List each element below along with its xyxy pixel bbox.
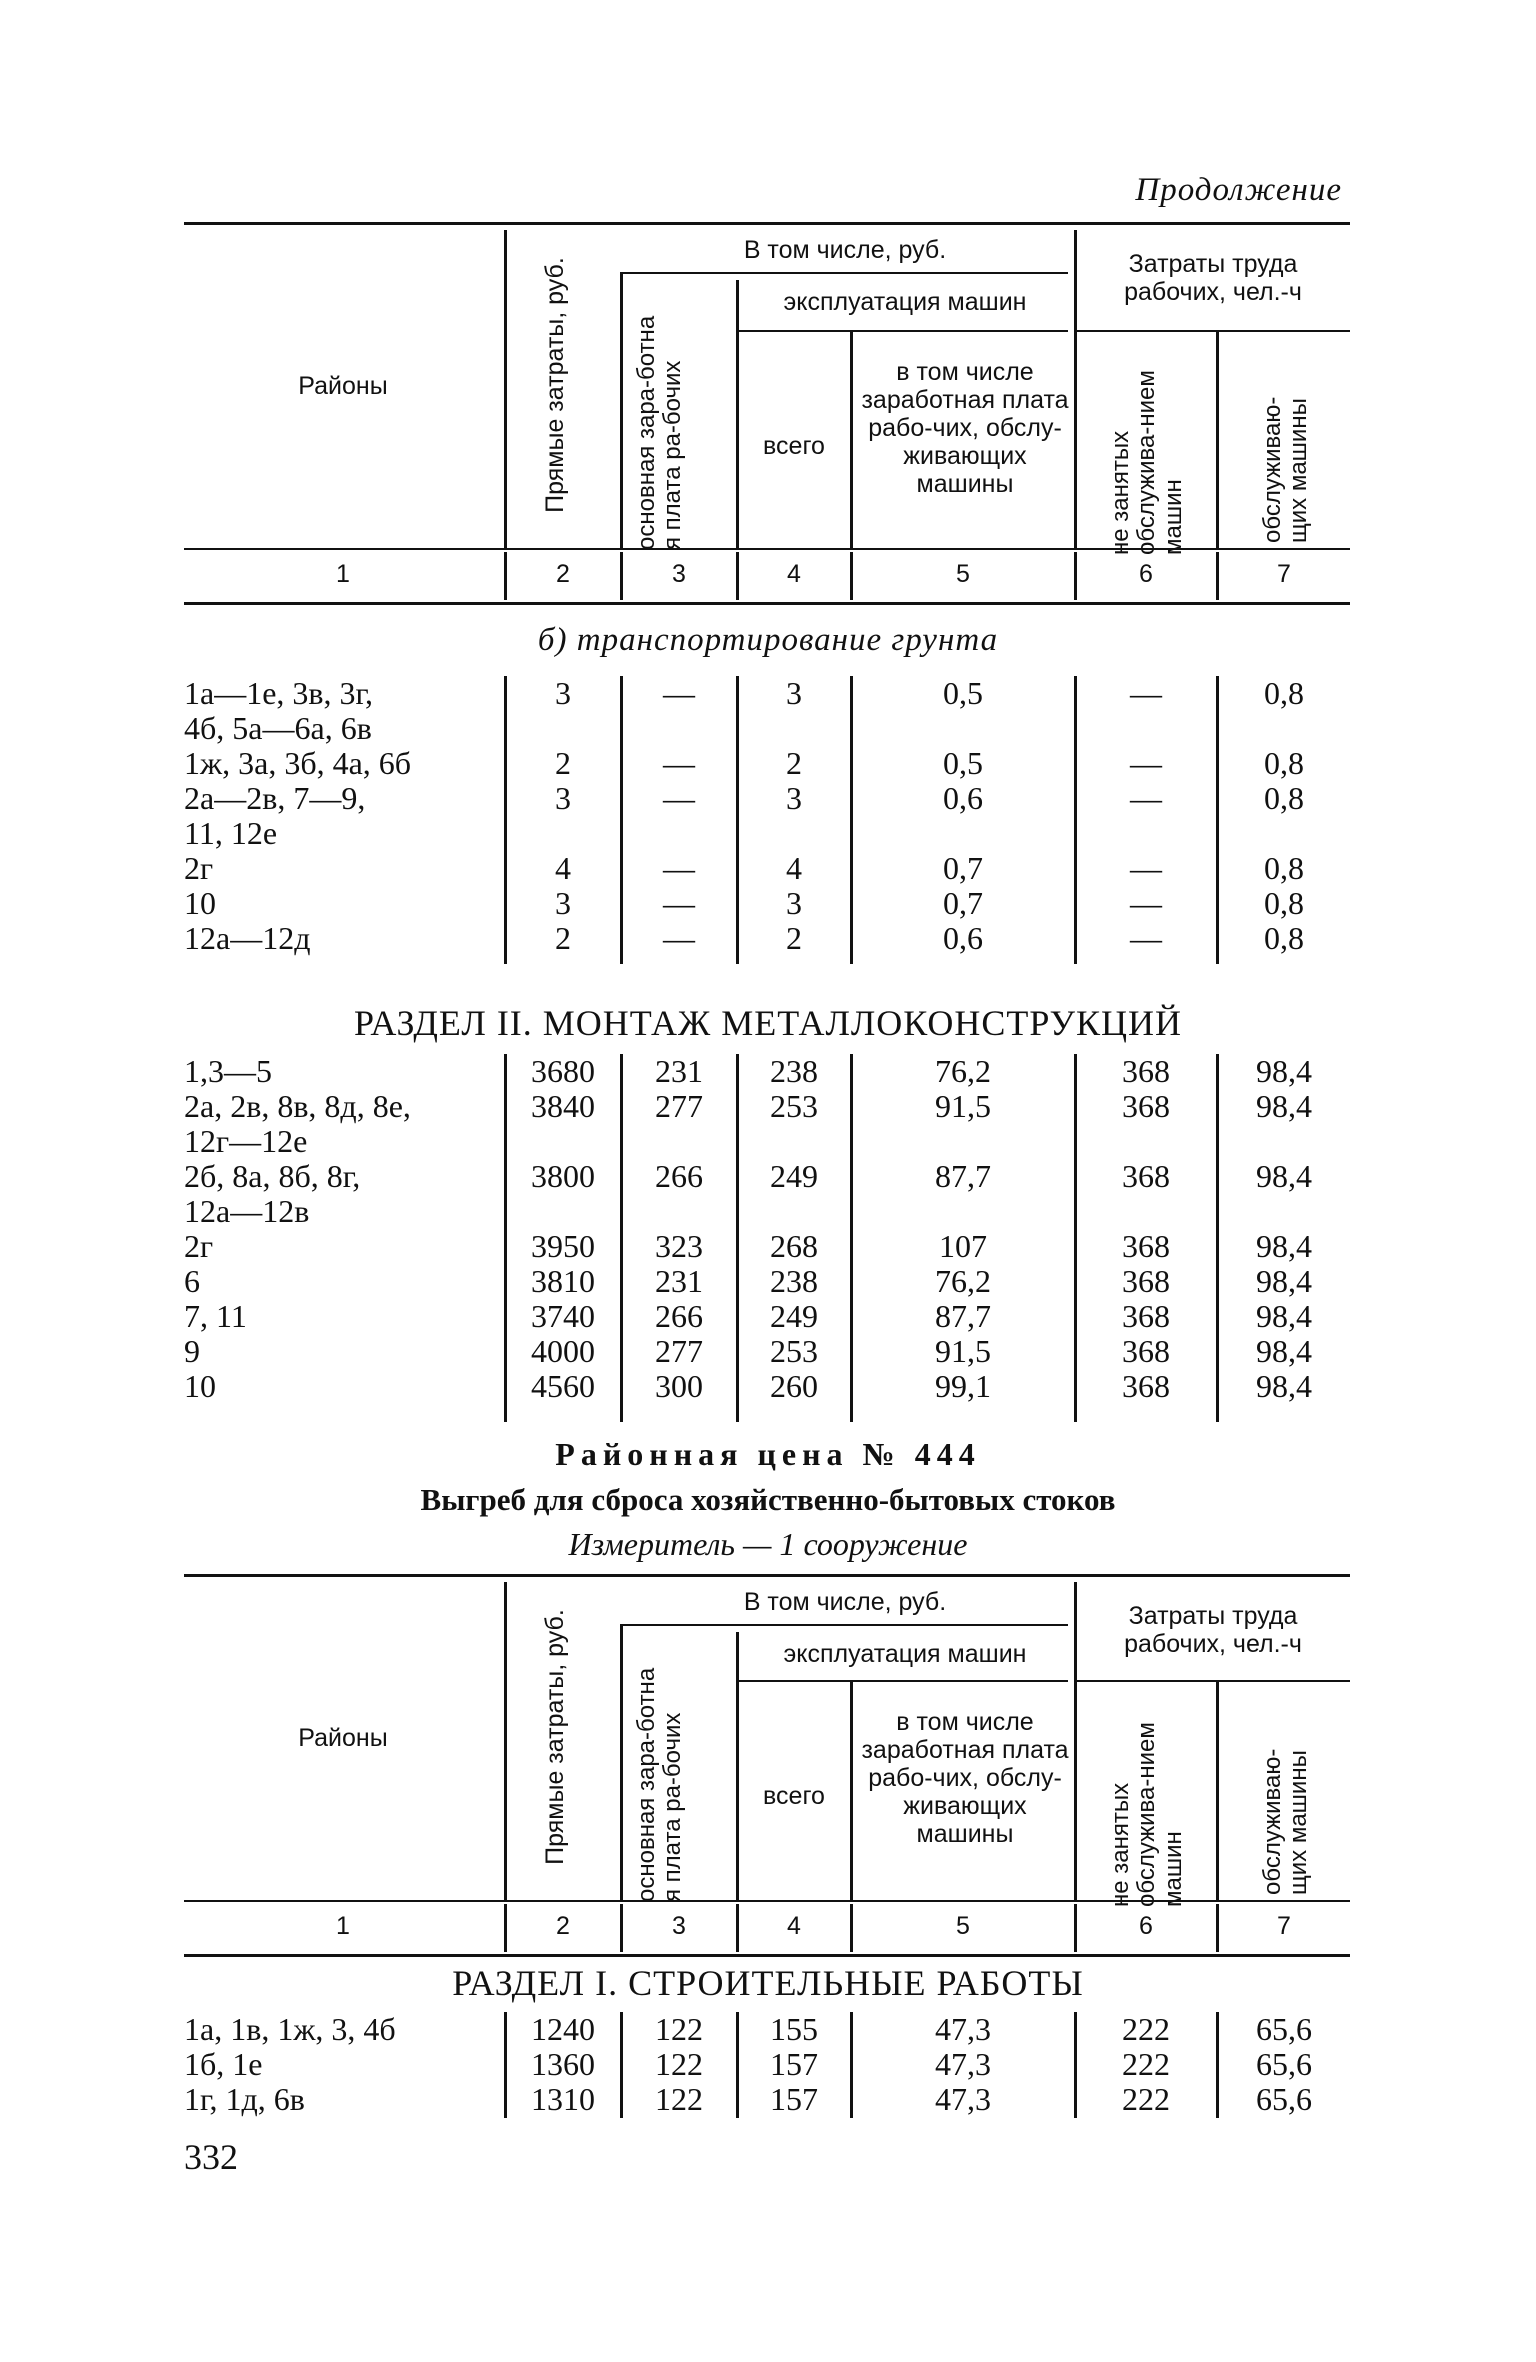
cell-c4: 4 [786, 850, 802, 886]
continuation-label: Продолжение [1135, 172, 1342, 208]
region-cell: 7, 11 [184, 1298, 247, 1334]
cell-c2: 3740 [531, 1298, 595, 1334]
cell-c6: 368 [1122, 1053, 1170, 1089]
cell-c6: — [1130, 675, 1162, 711]
colnum-4: 4 [787, 560, 801, 588]
header-including: В том числе, руб. [743, 236, 947, 264]
cell-c3: — [663, 745, 695, 781]
region-cell: 2б, 8а, 8б, 8г, 12а—12в [184, 1158, 361, 1229]
cell-c4: 253 [770, 1333, 818, 1369]
header-labor: Затраты труда рабочих, чел.-ч [1124, 1602, 1302, 1658]
cell-c7: 98,4 [1256, 1228, 1312, 1264]
cell-c4: 3 [786, 780, 802, 816]
cell-c3: 323 [655, 1228, 703, 1264]
cell-c5: 47,3 [935, 2081, 991, 2117]
cell-c2: 3950 [531, 1228, 595, 1264]
cell-c5: 0,7 [943, 885, 983, 921]
cell-c2: 4 [555, 850, 571, 886]
cell-c5: 107 [939, 1228, 987, 1264]
cell-c7: 65,6 [1256, 2011, 1312, 2047]
cell-c6: 368 [1122, 1368, 1170, 1404]
cell-c3: 122 [655, 2046, 703, 2082]
cell-c4: 155 [770, 2011, 818, 2047]
region-cell: 2а, 2в, 8в, 8д, 8е, 12г—12е [184, 1088, 411, 1159]
colnum-1: 1 [336, 1912, 350, 1940]
header-total: всего [763, 1782, 825, 1810]
cell-c7: 65,6 [1256, 2046, 1312, 2082]
cell-c4: 249 [770, 1158, 818, 1194]
cell-c5: 0,7 [943, 850, 983, 886]
cell-c6: — [1130, 920, 1162, 956]
cell-c3: — [663, 885, 695, 921]
cell-c4: 3 [786, 885, 802, 921]
cell-c6: — [1130, 850, 1162, 886]
cell-c7: 0,8 [1264, 885, 1304, 921]
cell-c7: 98,4 [1256, 1088, 1312, 1124]
section-title-1: РАЗДЕЛ I. СТРОИТЕЛЬНЫЕ РАБОТЫ [452, 1963, 1084, 2003]
colnum-5: 5 [956, 1912, 970, 1940]
colnum-6: 6 [1139, 560, 1153, 588]
cell-c2: 3840 [531, 1088, 595, 1124]
header-serving: обслуживаю-щих машины [1259, 1748, 1313, 1895]
cell-c2: 1240 [531, 2011, 595, 2047]
header-machine-op: эксплуатация машин [783, 288, 1027, 316]
cell-c5: 0,6 [943, 780, 983, 816]
header-not-engaged: не занятых обслужива-нием машин [1107, 1722, 1187, 1907]
region-cell: 2а—2в, 7—9, 11, 12е [184, 780, 366, 851]
cell-c7: 0,8 [1264, 745, 1304, 781]
cell-c2: 3800 [531, 1158, 595, 1194]
region-cell: 9 [184, 1333, 200, 1369]
cell-c4: 249 [770, 1298, 818, 1334]
cell-c5: 91,5 [935, 1333, 991, 1369]
cell-c2: 1360 [531, 2046, 595, 2082]
cell-c3: 231 [655, 1053, 703, 1089]
cell-c6: — [1130, 745, 1162, 781]
unit-label: Измеритель — 1 сооружение [568, 1526, 968, 1562]
cell-c3: 122 [655, 2081, 703, 2117]
price-title: Районная цена № 444 [555, 1436, 981, 1472]
colnum-2: 2 [556, 1912, 570, 1940]
cell-c6: 222 [1122, 2081, 1170, 2117]
cell-c5: 99,1 [935, 1368, 991, 1404]
cell-c5: 47,3 [935, 2011, 991, 2047]
cell-c5: 91,5 [935, 1088, 991, 1124]
header-labor: Затраты труда рабочих, чел.-ч [1124, 250, 1302, 306]
region-cell: 1а—1е, 3в, 3г, 4б, 5а—6а, 6в [184, 675, 374, 746]
cell-c3: 277 [655, 1333, 703, 1369]
cell-c3: 266 [655, 1298, 703, 1334]
header-base-wage: основная зара-ботная плата ра-бочих [633, 315, 687, 550]
cell-c2: 2 [555, 745, 571, 781]
cell-c3: 277 [655, 1088, 703, 1124]
cell-c6: 368 [1122, 1333, 1170, 1369]
header-direct-costs: Прямые затраты, руб. [541, 257, 569, 513]
colnum-1: 1 [336, 560, 350, 588]
header-total: всего [763, 432, 825, 460]
cell-c4: 238 [770, 1263, 818, 1299]
region-cell: 10 [184, 885, 216, 921]
cell-c7: 98,4 [1256, 1333, 1312, 1369]
region-cell: 6 [184, 1263, 200, 1299]
cell-c7: 98,4 [1256, 1263, 1312, 1299]
cell-c7: 0,8 [1264, 780, 1304, 816]
region-cell: 2г [184, 1228, 214, 1264]
cell-c2: 2 [555, 920, 571, 956]
cell-c3: — [663, 780, 695, 816]
cell-c4: 157 [770, 2046, 818, 2082]
cell-c2: 3 [555, 885, 571, 921]
colnum-7: 7 [1277, 560, 1291, 588]
cell-c2: 4000 [531, 1333, 595, 1369]
cell-c7: 98,4 [1256, 1298, 1312, 1334]
header-regions: Районы [298, 372, 388, 400]
cell-c5: 87,7 [935, 1158, 991, 1194]
region-cell: 12а—12д [184, 920, 311, 956]
cell-c5: 87,7 [935, 1298, 991, 1334]
header-incl-wage: в том числе заработная плата рабо-чих, обслу-живающих машины [861, 358, 1069, 498]
cell-c6: 368 [1122, 1263, 1170, 1299]
colnum-7: 7 [1277, 1912, 1291, 1940]
cell-c7: 0,8 [1264, 675, 1304, 711]
colnum-6: 6 [1139, 1912, 1153, 1940]
cell-c6: 368 [1122, 1158, 1170, 1194]
cell-c4: 260 [770, 1368, 818, 1404]
cell-c5: 76,2 [935, 1053, 991, 1089]
cell-c6: — [1130, 885, 1162, 921]
header-base-wage: основная зара-ботная плата ра-бочих [633, 1667, 687, 1902]
block1-subtitle: б) транспортирование грунта [537, 622, 999, 658]
header-serving: обслуживаю-щих машины [1259, 396, 1313, 543]
object-title: Выгреб для сброса хозяйственно-бытовых стоков [420, 1482, 1116, 1517]
region-cell: 1ж, 3а, 3б, 4а, 6б [184, 745, 412, 781]
cell-c6: 222 [1122, 2046, 1170, 2082]
colnum-2: 2 [556, 560, 570, 588]
cell-c7: 0,8 [1264, 850, 1304, 886]
region-cell: 1г, 1д, 6в [184, 2081, 305, 2117]
cell-c4: 157 [770, 2081, 818, 2117]
colnum-4: 4 [787, 1912, 801, 1940]
colnum-3: 3 [672, 1912, 686, 1940]
cell-c6: — [1130, 780, 1162, 816]
region-cell: 1,3—5 [184, 1053, 272, 1089]
cell-c7: 65,6 [1256, 2081, 1312, 2117]
header-incl-wage: в том числе заработная плата рабо-чих, обслу-живающих машины [861, 1708, 1069, 1848]
cell-c5: 0,5 [943, 675, 983, 711]
cell-c3: — [663, 920, 695, 956]
cell-c4: 3 [786, 675, 802, 711]
cell-c2: 3810 [531, 1263, 595, 1299]
header-machine-op: эксплуатация машин [783, 1640, 1027, 1668]
cell-c6: 368 [1122, 1298, 1170, 1334]
cell-c7: 0,8 [1264, 920, 1304, 956]
cell-c4: 268 [770, 1228, 818, 1264]
cell-c4: 238 [770, 1053, 818, 1089]
cell-c2: 4560 [531, 1368, 595, 1404]
cell-c6: 368 [1122, 1228, 1170, 1264]
cell-c3: 122 [655, 2011, 703, 2047]
cell-c2: 3680 [531, 1053, 595, 1089]
cell-c2: 3 [555, 675, 571, 711]
cell-c3: — [663, 675, 695, 711]
cell-c3: 300 [655, 1368, 703, 1404]
cell-c3: 231 [655, 1263, 703, 1299]
cell-c7: 98,4 [1256, 1368, 1312, 1404]
cell-c7: 98,4 [1256, 1053, 1312, 1089]
cell-c4: 2 [786, 745, 802, 781]
cell-c4: 2 [786, 920, 802, 956]
header-direct-costs: Прямые затраты, руб. [541, 1609, 569, 1865]
cell-c4: 253 [770, 1088, 818, 1124]
cell-c6: 222 [1122, 2011, 1170, 2047]
header-not-engaged: не занятых обслужива-нием машин [1107, 370, 1187, 555]
cell-c2: 3 [555, 780, 571, 816]
region-cell: 1а, 1в, 1ж, 3, 4б [184, 2011, 396, 2047]
colnum-3: 3 [672, 560, 686, 588]
colnum-5: 5 [956, 560, 970, 588]
cell-c7: 98,4 [1256, 1158, 1312, 1194]
cell-c6: 368 [1122, 1088, 1170, 1124]
cell-c5: 76,2 [935, 1263, 991, 1299]
cell-c5: 0,5 [943, 745, 983, 781]
cell-c2: 1310 [531, 2081, 595, 2117]
header-regions: Районы [298, 1724, 388, 1752]
section-title-2: РАЗДЕЛ II. МОНТАЖ МЕТАЛЛОКОНСТРУКЦИЙ [353, 1003, 1183, 1043]
cell-c3: — [663, 850, 695, 886]
header-including: В том числе, руб. [743, 1588, 947, 1616]
cell-c3: 266 [655, 1158, 703, 1194]
cell-c5: 47,3 [935, 2046, 991, 2082]
page-number: 332 [184, 2137, 238, 2177]
region-cell: 2г [184, 850, 214, 886]
cell-c5: 0,6 [943, 920, 983, 956]
region-cell: 10 [184, 1368, 216, 1404]
region-cell: 1б, 1е [184, 2046, 263, 2082]
